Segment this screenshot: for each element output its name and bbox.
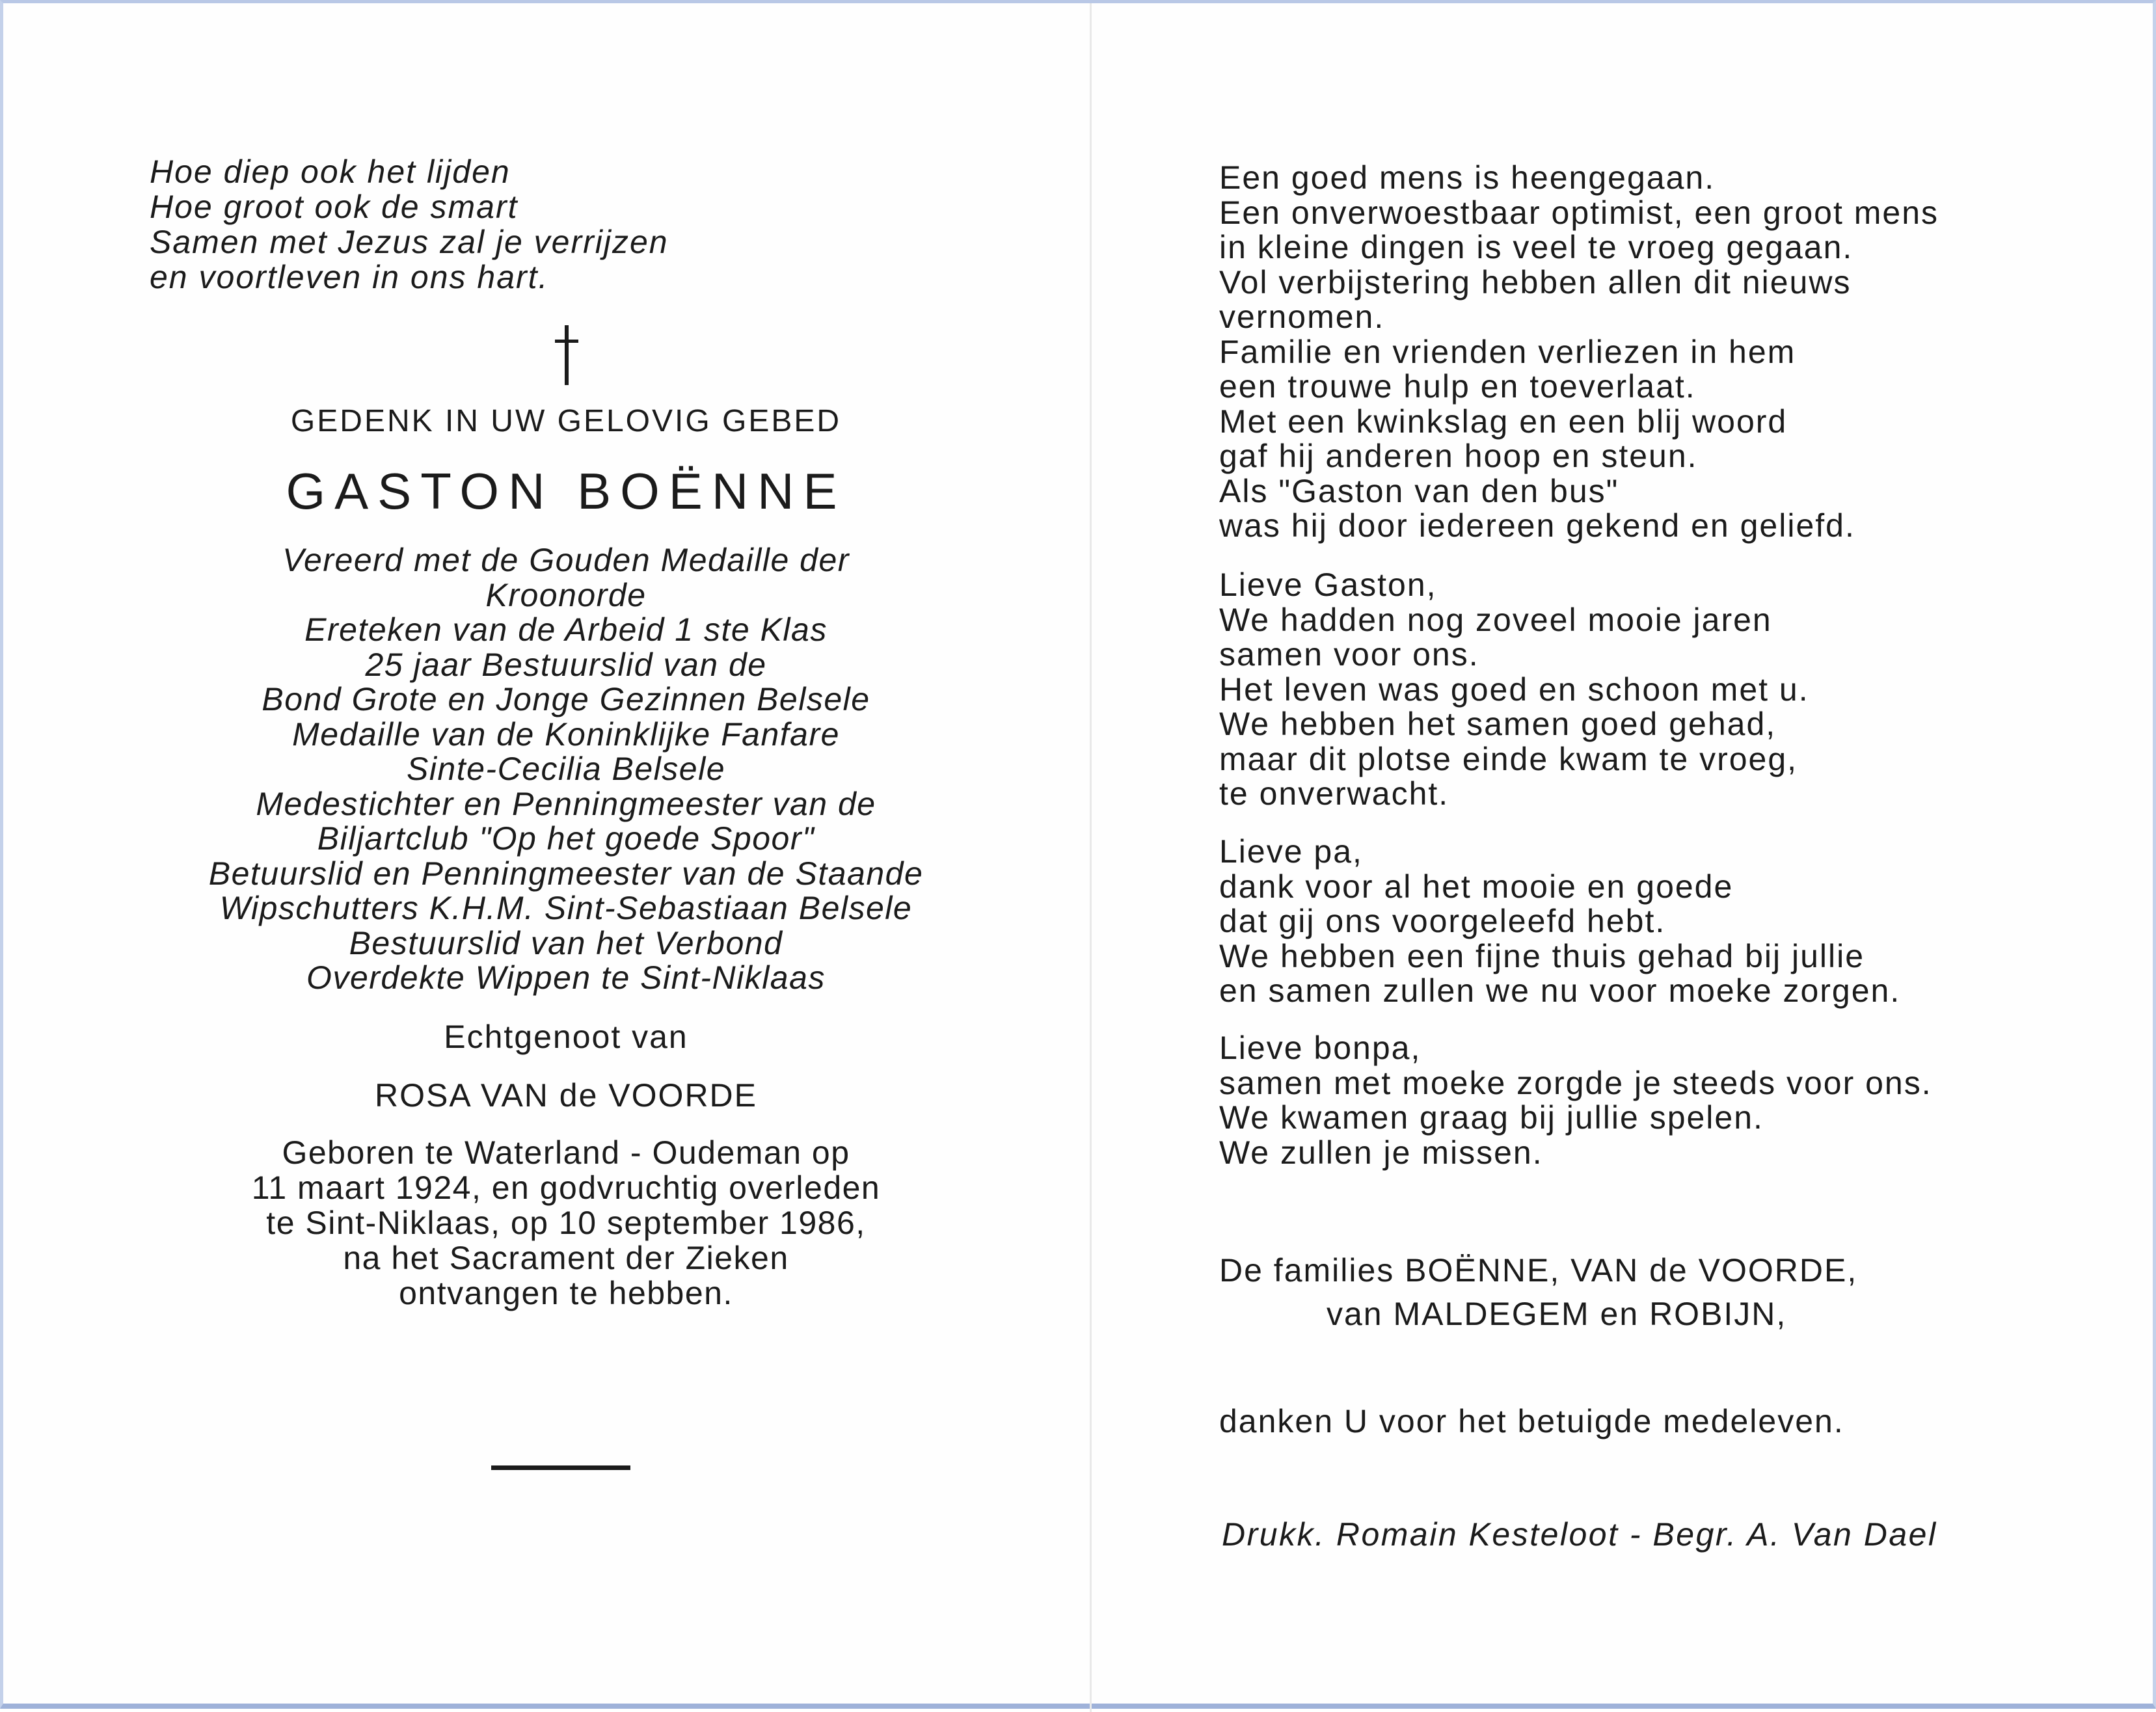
families-line: De families BOËNNE, VAN de VOORDE, — [1219, 1252, 1858, 1289]
honor-line: Kroonorde — [485, 576, 647, 613]
honor-line: Overdekte Wippen te Sint-Niklaas — [306, 959, 826, 996]
stanza-line: We kwamen graag bij jullie spelen. — [1219, 1099, 1764, 1136]
cross-icon — [555, 325, 578, 385]
opening-poem — [150, 154, 669, 295]
printer-credit: Drukk. Romain Kesteloot - Begr. A. Van Dael — [1222, 1516, 1937, 1553]
stanza-line: in kleine dingen is veel te vroeg gegaan. — [1219, 229, 1853, 265]
right-panel — [1092, 3, 2156, 1712]
poem-line: Hoe groot ook de smart — [150, 189, 519, 225]
lieve-bonpa-stanza — [1219, 1031, 1932, 1170]
tribute-stanza — [1219, 161, 1939, 544]
stanza-line: maar dit plotse einde kwam te vroeg, — [1219, 740, 1798, 777]
poem-line: Samen met Jezus zal je verrijzen — [150, 224, 669, 260]
stanza-line: Vol verbijstering hebben allen dit nieuws — [1219, 263, 1852, 301]
stanza-line: te onverwacht. — [1219, 775, 1449, 812]
honor-line: Ereteken van de Arbeid 1 ste Klas — [304, 611, 828, 648]
stanza-line: dank voor al het mooie en goede — [1219, 868, 1734, 905]
thanks-line: danken U voor het betuigde medeleven. — [1219, 1403, 1844, 1439]
stanza-line: gaf hij anderen hoop en steun. — [1219, 438, 1698, 474]
honor-line: Medaille van de Koninklijke Fanfare — [292, 716, 840, 753]
spouse-name: ROSA VAN de VOORDE — [374, 1077, 758, 1114]
stanza-line: We hadden nog zoveel mooie jaren — [1219, 601, 1772, 638]
honor-line: Sinte-Cecilia Belsele — [406, 751, 726, 787]
birth-death-details — [3, 1135, 1129, 1311]
honor-line: Biljartclub "Op het goede Spoor" — [317, 820, 815, 857]
birth-line: 11 maart 1924, en godvruchtig overleden — [251, 1170, 881, 1206]
lieve-gaston-stanza — [1219, 568, 1809, 812]
stanza-line: dat gij ons voorgeleefd hebt. — [1219, 903, 1666, 939]
deceased-name: GASTON BOËNNE — [286, 462, 846, 520]
stanza-line: Een onverwoestbaar optimist, een groot mens — [1219, 194, 1939, 231]
honor-line: 25 jaar Bestuurslid van de — [365, 646, 767, 683]
left-panel — [3, 3, 1090, 1712]
stanza-line: een trouwe hulp en toeverlaat. — [1219, 368, 1696, 405]
birth-line: na het Sacrament der Zieken — [343, 1240, 789, 1276]
stanza-line: en samen zullen we nu voor moeke zorgen. — [1219, 972, 1901, 1009]
honor-line: Betuurslid en Penningmeester van de Staande — [208, 855, 924, 892]
divider-rule — [491, 1465, 630, 1470]
families-signature — [1219, 1249, 1857, 1336]
poem-line: en voortleven in ons hart. — [150, 259, 549, 295]
stanza-line: Lieve bonpa, — [1219, 1030, 1422, 1066]
birth-line: ontvangen te hebben. — [399, 1275, 733, 1311]
stanza-line: Als "Gaston van den bus" — [1219, 472, 1619, 509]
honor-line: Vereerd met de Gouden Medaille der — [282, 542, 850, 578]
stanza-line: We hebben het samen goed gehad, — [1219, 706, 1777, 742]
stanza-line: Lieve Gaston, — [1219, 567, 1437, 603]
stanza-line: vernomen. — [1219, 299, 1385, 335]
stanza-line: Lieve pa, — [1219, 833, 1363, 870]
honor-line: Bestuurslid van het Verbond — [349, 924, 783, 961]
honor-line: Medestichter en Penningmeester van de — [256, 785, 876, 822]
stanza-line: Het leven was goed en schoon met u. — [1219, 671, 1809, 708]
stanza-line: Met een kwinkslag en een blij woord — [1219, 403, 1788, 440]
stanza-line: Een goed mens is heengegaan. — [1219, 159, 1716, 196]
stanza-line: samen met moeke zorgde je steeds voor ons. — [1219, 1064, 1932, 1101]
birth-line: Geboren te Waterland - Oudeman op — [282, 1134, 850, 1171]
stanza-line: We zullen je missen. — [1219, 1134, 1543, 1171]
gedenk-heading: GEDENK IN UW GELOVIG GEBED — [290, 404, 842, 438]
stanza-line: samen voor ons. — [1219, 636, 1479, 673]
spouse-label: Echtgenoot van — [444, 1019, 688, 1055]
honors-list — [3, 543, 1129, 996]
poem-line: Hoe diep ook het lijden — [150, 154, 511, 190]
lieve-pa-stanza — [1219, 835, 1900, 1009]
birth-line: te Sint-Niklaas, op 10 september 1986, — [266, 1205, 866, 1241]
honor-line: Bond Grote en Jonge Gezinnen Belsele — [262, 681, 870, 717]
families-line: van MALDEGEM en ROBIJN, — [1327, 1296, 1787, 1332]
stanza-line: We hebben een fijne thuis gehad bij jullie — [1219, 937, 1865, 974]
stanza-line: was hij door iedereen gekend en geliefd. — [1219, 507, 1855, 544]
honor-line: Wipschutters K.H.M. Sint-Sebastiaan Belsele — [219, 890, 913, 926]
stanza-line: Familie en vrienden verliezen in hem — [1219, 333, 1796, 370]
